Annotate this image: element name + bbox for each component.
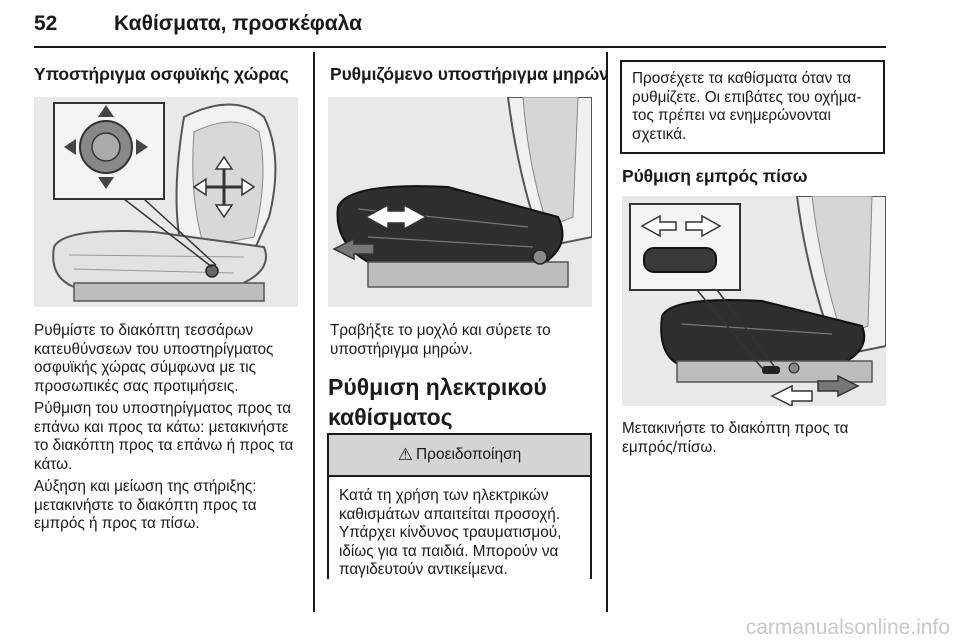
warning-box [327, 433, 592, 579]
lumbar-para-3: Αύξηση και μείωση της στήριξης: μετακινήστε το διακόπτη προς τα εμπρός ή προς τα πίσω. [34, 478, 257, 533]
page-number: 52 [34, 12, 58, 35]
electric-seat-heading: Ρύθμιση ηλεκτρικού καθίσματος [328, 374, 547, 430]
note-box [620, 60, 885, 154]
lumbar-para-1: Ρυθμίστε το διακόπτη τεσσάρων κατευθύνσεων του υποστηρίγματος οσφυϊκής χώρας σύμφωνα με τις προσωπικές σας προτιμήσεις. [34, 322, 274, 395]
fore-aft-figure [622, 196, 886, 406]
fore-aft-heading: Ρύθμιση εμπρός πίσω [622, 166, 808, 186]
note-text: Προσέχετε τα καθίσματα όταν τα ρυθμίζετε. Οι επιβάτες του οχήμα-τος πρέπει να ενημερώνονται σχετικά. [632, 70, 862, 143]
column-divider [606, 52, 608, 612]
warning-triangle-icon: ⚠ [397, 445, 413, 464]
chapter-title: Καθίσματα, προσκέφαλα [114, 12, 362, 35]
warning-text: Κατά τη χρήση των ηλεκτρικών καθισμάτων απαιτείται προσοχή. Υπάρχει κίνδυνος τραυματισμού, ιδίως για τα παιδιά. Μπορούν να παγιδευτούν αντικείμενα. [339, 487, 562, 579]
header-divider [34, 46, 886, 48]
lumbar-support-figure [34, 97, 298, 307]
thigh-support-heading: Ρυθμιζόμενο υποστήριγμα μηρών [330, 64, 609, 84]
warning-header [329, 435, 590, 477]
column-divider [313, 52, 315, 612]
thigh-support-para: Τραβήξτε το μοχλό και σύρετε το υποστήριγμα μηρών. [330, 322, 551, 358]
thigh-support-figure [328, 97, 592, 307]
lumbar-para-2: Ρύθμιση του υποστηρίγματος προς τα επάνω και προς τα κάτω: μετακινήστε το διακόπτη προς τα επάνω ή προς τα κάτω. [34, 400, 294, 473]
warning-title: Προειδοποίηση [415, 446, 522, 463]
lumbar-support-heading: Υποστήριγμα οσφυϊκής χώρας [34, 64, 289, 84]
fore-aft-para: Μετακινήστε το διακόπτη προς τα εμπρός/πίσω. [622, 420, 849, 456]
watermark: carmanualsonline.info [745, 616, 950, 639]
page-header [34, 10, 886, 50]
